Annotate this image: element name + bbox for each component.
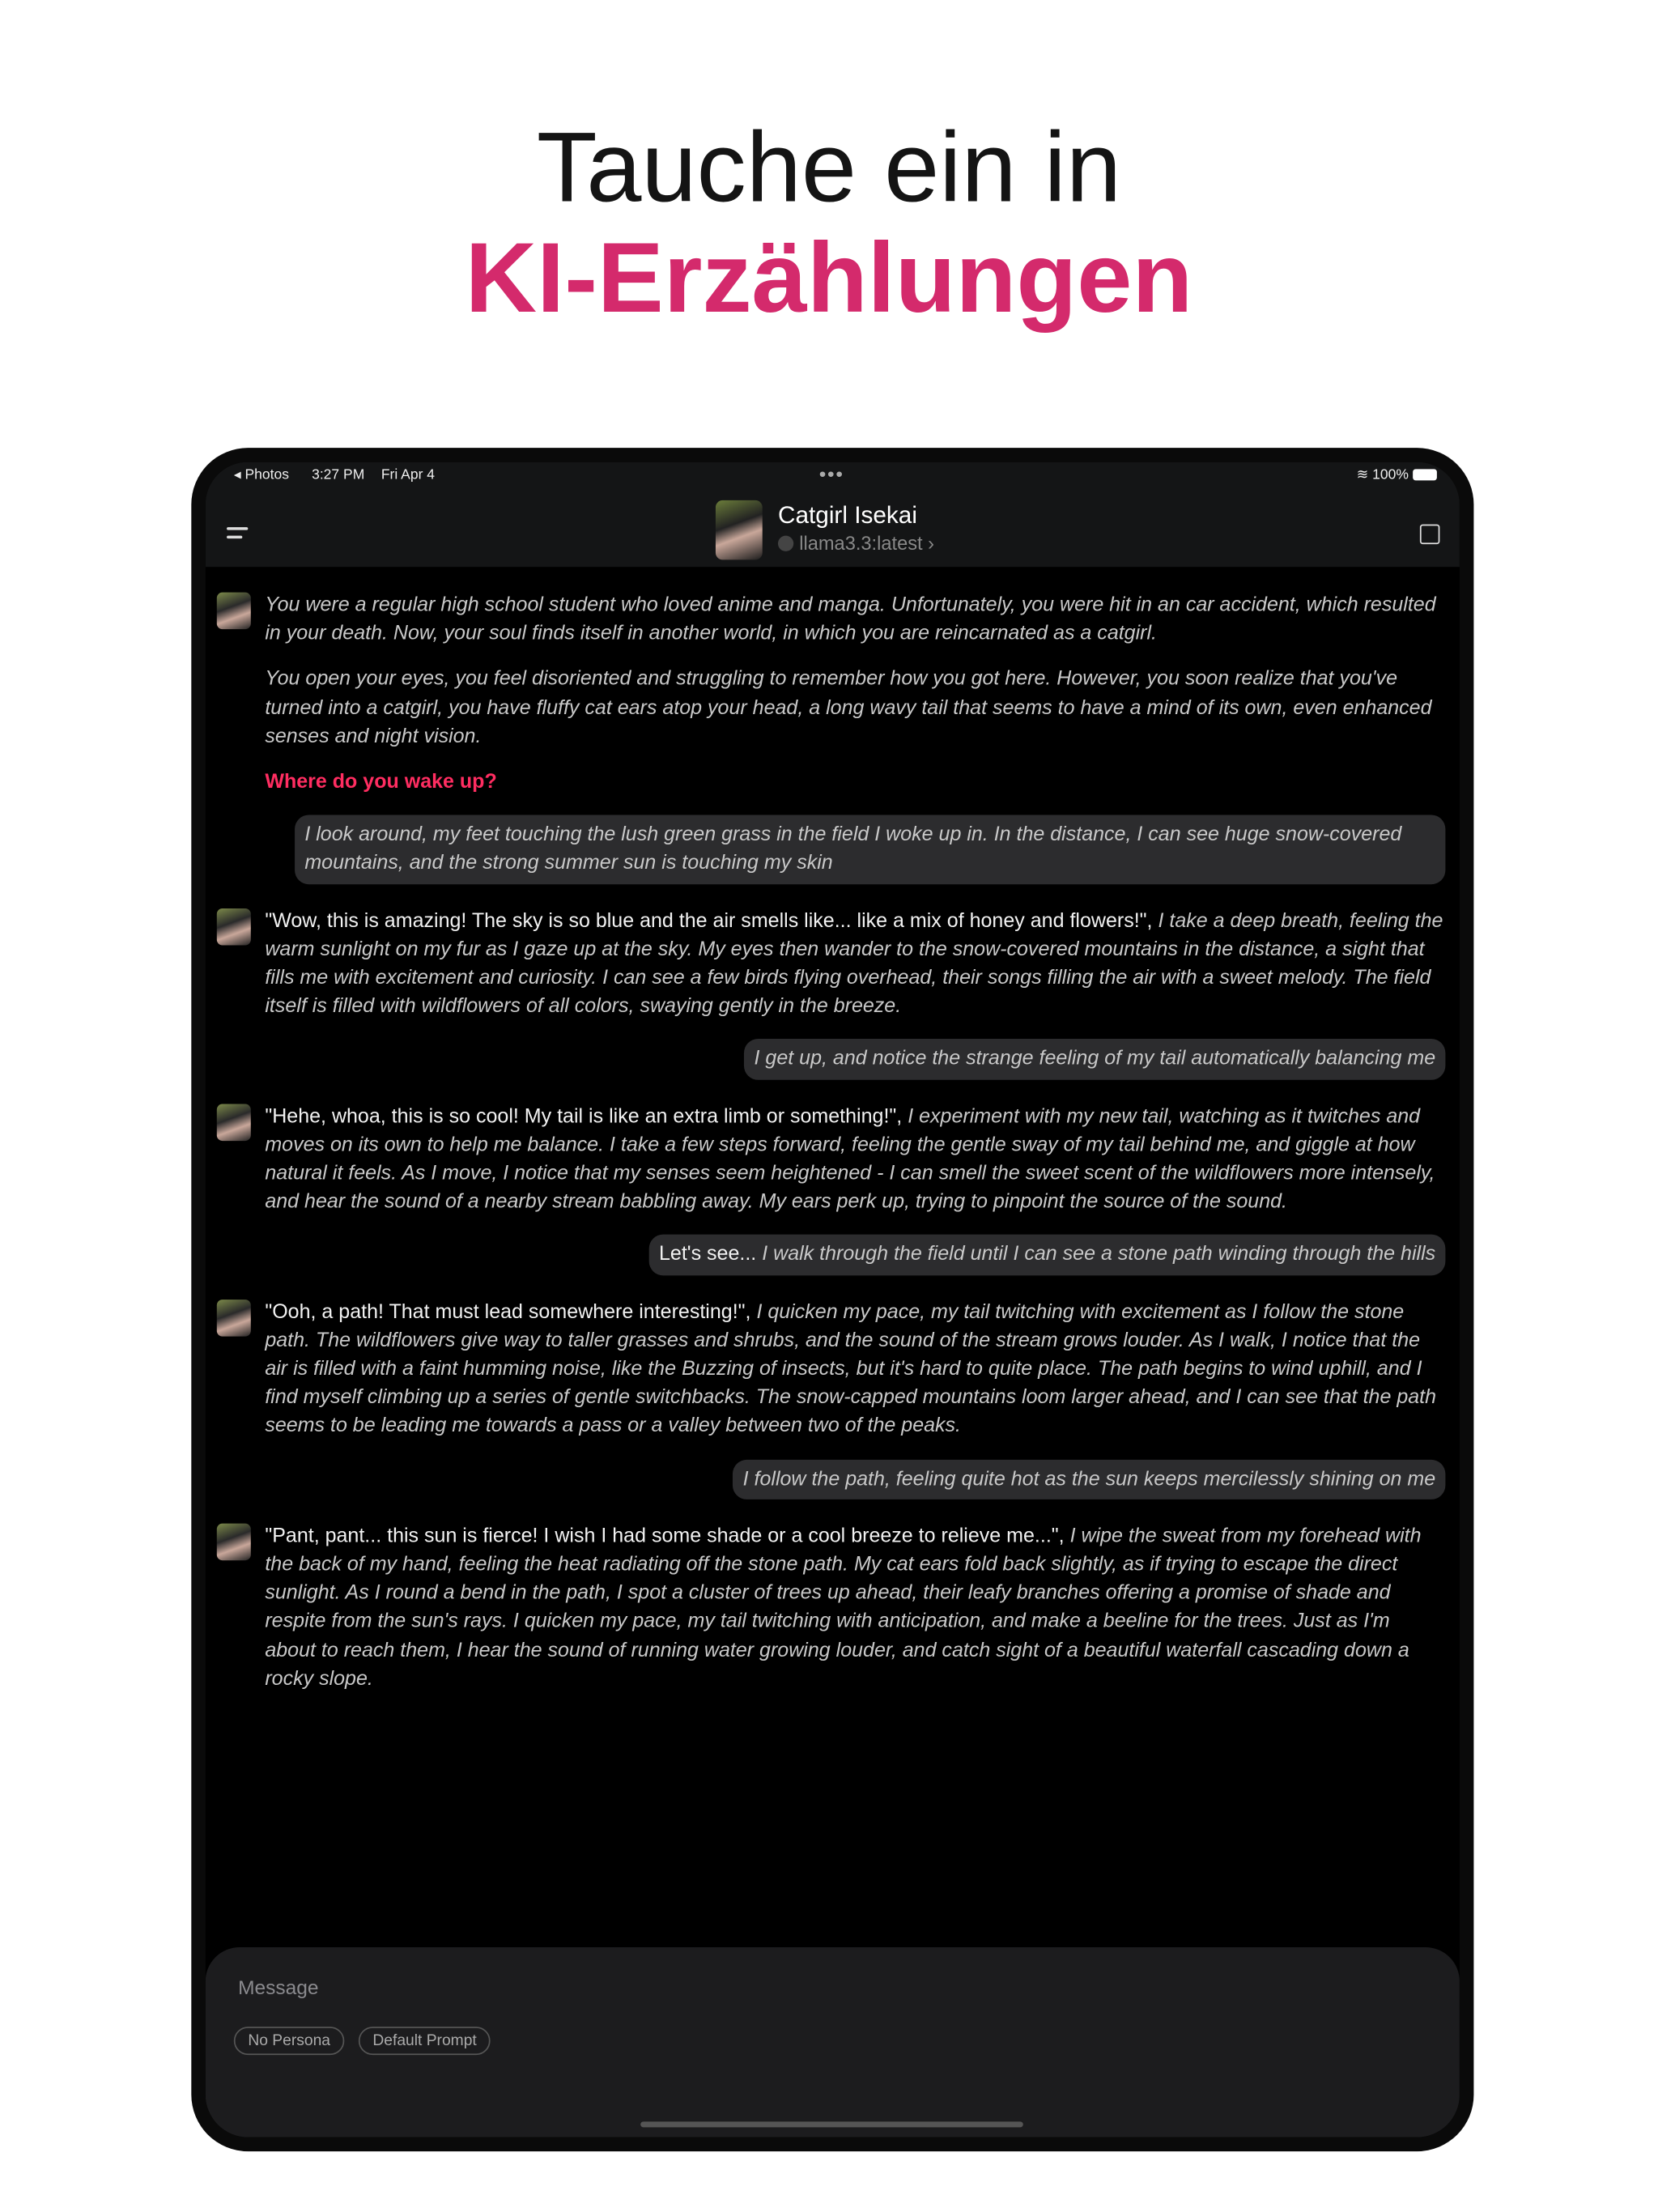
tablet-frame: [191, 448, 1473, 2151]
persona-chip[interactable]: No Persona: [234, 2027, 345, 2055]
character-avatar-small: [217, 1104, 251, 1141]
menu-icon[interactable]: [227, 527, 248, 544]
narration-text: I walk through the field until I can see a stone path winding through the hills: [756, 1243, 1436, 1266]
speech-text: "Pant, pant... this sun is fierce! I wish I had some shade or a cool breeze to relieve me...",: [265, 1525, 1065, 1548]
ai-message: [206, 1102, 1460, 1216]
ai-message: [206, 1298, 1460, 1441]
narration-text: I get up, and notice the strange feeling of my tail automatically balancing me: [754, 1048, 1436, 1071]
model-selector[interactable]: [778, 533, 934, 554]
new-chat-icon[interactable]: [1420, 525, 1440, 545]
model-icon: [778, 536, 793, 551]
narration-text: You were a regular high school student who loved anime and manga. Unfortunately, you were hit in an car accident, which resulted in your death. Now, your soul finds itself in another world, in which you are reincarnated as a catgirl.: [265, 593, 1436, 645]
user-message: [206, 1459, 1460, 1499]
character-avatar-small: [217, 1300, 251, 1337]
user-message: [206, 1040, 1460, 1079]
speech-text: Let's see...: [659, 1243, 757, 1266]
speech-text: "Hehe, whoa, this is so cool! My tail is like an extra limb or something!",: [265, 1104, 903, 1128]
user-bubble: [295, 815, 1445, 884]
back-to-photos[interactable]: ◂ Photos: [233, 467, 289, 483]
chat-title[interactable]: Catgirl Isekai: [777, 501, 917, 529]
character-avatar-small: [217, 593, 251, 630]
composer: [206, 1947, 1460, 2138]
prompt-question: Where do you wake up?: [265, 771, 497, 794]
message-input[interactable]: Message: [238, 1976, 319, 1999]
message-paragraph: [265, 1298, 1445, 1441]
narration-text: You open your eyes, you feel disoriented and struggling to remember how you got here. However, you soon realize that you've turned into a catgirl, you have fluffy cat ears atop your head, a long wavy tail that seems to have a mind of its own, even enhanced senses and night vision.: [265, 668, 1432, 748]
message-paragraph: [265, 768, 1445, 797]
ai-message: [206, 591, 1460, 797]
battery-icon: [1413, 470, 1437, 481]
message-paragraph: [265, 591, 1445, 649]
narration-text: I look around, my feet touching the lush green grass in the field I woke up in. In the distance, I can see huge snow-covered mountains, and the strong summer sun is touching my skin: [304, 823, 1402, 875]
ai-message: [206, 1522, 1460, 1694]
status-date: Fri Apr 4: [380, 467, 436, 483]
status-right: [1357, 468, 1437, 483]
narration-text: I follow the path, feeling quite hot as the sun keeps mercilessly shining on me: [742, 1467, 1436, 1491]
home-indicator[interactable]: [640, 2121, 1023, 2127]
character-avatar[interactable]: [716, 500, 763, 560]
message-paragraph: [265, 666, 1445, 751]
message-paragraph: [265, 1522, 1445, 1694]
multitasking-dots-icon[interactable]: •••: [818, 462, 844, 485]
user-message: [206, 1235, 1460, 1274]
user-bubble: [649, 1235, 1446, 1274]
chat-thread: [206, 567, 1460, 1947]
narration-text: I quicken my pace, my tail twitching with excitement as I follow the stone path. The wildflowers give way to taller grasses and shrubs, and the sound of the stream grows louder. As I walk, I notice that the air is filled with a faint humming noise, like the Buzzing of insects, but it's hard to quite place. The path begins to wind uphill, and I find myself climbing up a series of gentle switchbacks. The snow-capped mountains loom larger ahead, and I can see that the path seems to be leading me towards a pass or a valley between two of the peaks.: [265, 1300, 1437, 1438]
top-bar: [206, 462, 1460, 568]
character-avatar-small: [217, 908, 251, 945]
user-bubble: [733, 1459, 1445, 1499]
prompt-chip[interactable]: Default Prompt: [359, 2027, 491, 2055]
speech-text: "Ooh, a path! That must lead somewhere interesting!",: [265, 1300, 751, 1324]
message-paragraph: [265, 1102, 1445, 1216]
character-avatar-small: [217, 1523, 251, 1560]
narration-text: I take a deep breath, feeling the warm sunlight on my fur as I gaze up at the sky. My eyes then wander to the snow-covered mountains in the distance, a sight that fills me with excitement and curiosity. I can see a few birds flying overhead, their songs filling the air with a sweet melody. The field itself is filled with wildflowers of all colors, swaying gently in the breeze.: [265, 909, 1443, 1019]
headline-line2: KI-Erzählungen: [465, 222, 1193, 334]
narration-text: I wipe the sweat from my forehead with the back of my hand, feeling the heat radiating off the stone path. My cat ears fold back slightly, as if trying to escape the direct sunlight. As I round a bend in the path, I spot a cluster of trees up ahead, their leafy branches offering a promise of shade and respite from the sun's rays. I quicken my pace, my tail twitching with anticipation, and make a beeline for the trees. Just as I'm about to reach them, I hear the sound of running water growing louder, and catch sight of a beautiful waterfall cascading down a rocky slope.: [265, 1525, 1422, 1691]
model-name: llama3.3:latest ›: [799, 533, 935, 555]
message-paragraph: [265, 907, 1445, 1021]
ai-message: [206, 907, 1460, 1021]
narration-text: I experiment with my new tail, watching as it twitches and moves on its own to help me balance. I take a few steps forward, feeling the gentle sway of my tail behind me, and giggle at how natural it feels. As I move, I notice that my senses seem heightened - I can smell the sweet scent of the wildflowers more intensely, and hear the sound of a nearby stream babbling away. My ears perk up, trying to pinpoint the source of the sound.: [265, 1104, 1435, 1214]
headline-line1: Tauche ein in: [536, 112, 1122, 223]
speech-text: "Wow, this is amazing! The sky is so blue and the air smells like... like a mix of honey and flowers!",: [265, 909, 1153, 933]
status-time: 3:27 PM: [312, 467, 365, 483]
user-bubble: [744, 1040, 1445, 1079]
battery-percent: 100%: [1372, 467, 1409, 483]
wifi-icon: ≋: [1356, 467, 1369, 483]
user-message: [206, 815, 1460, 884]
app-screen: [206, 462, 1460, 2138]
